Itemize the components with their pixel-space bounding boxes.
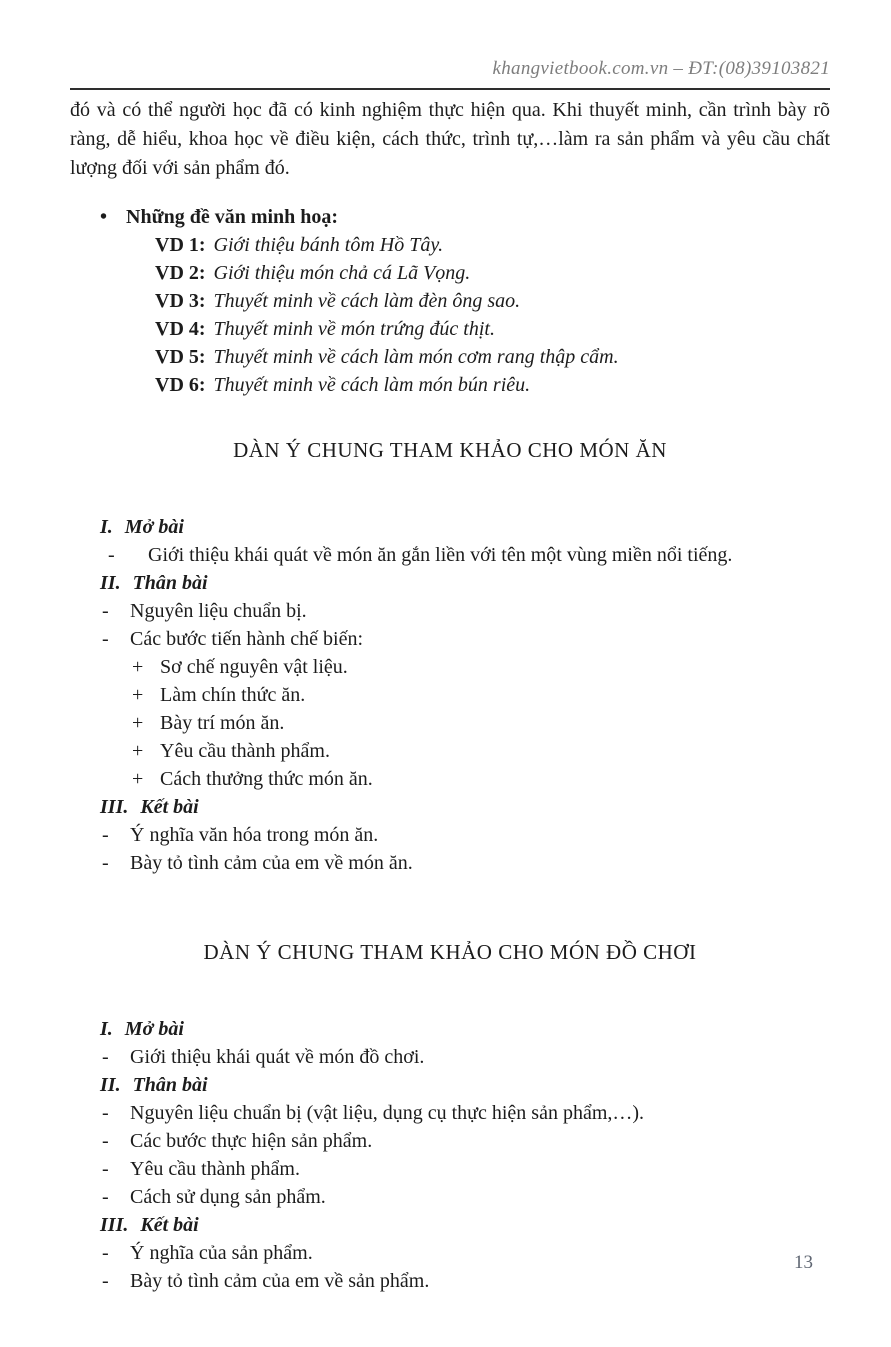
example-label: VD 3: bbox=[155, 290, 206, 312]
outline-subitem-text: Cách thưởng thức món ăn. bbox=[160, 768, 373, 790]
example-text: Thuyết minh về cách làm đèn ông sao. bbox=[213, 290, 521, 312]
outline-item bbox=[70, 1267, 830, 1295]
outline-heading-text: Kết bài bbox=[140, 796, 199, 818]
dash-marker: - bbox=[102, 1270, 109, 1292]
outline-item-text: Nguyên liệu chuẩn bị (vật liệu, dụng cụ thực hiện sản phẩm,…). bbox=[130, 1102, 645, 1124]
outline-item-text: Giới thiệu khái quát về món đồ chơi. bbox=[130, 1046, 425, 1068]
roman-numeral: I. bbox=[100, 1018, 113, 1040]
outline-item bbox=[70, 1043, 830, 1071]
bullet-icon: • bbox=[100, 206, 108, 228]
outline-heading-text: Thân bài bbox=[132, 572, 208, 594]
outline-item bbox=[70, 1183, 830, 1211]
example-text: Giới thiệu món chả cá Lã Vọng. bbox=[213, 262, 471, 284]
outline-heading-text: Mở bài bbox=[124, 516, 184, 538]
roman-numeral: II. bbox=[100, 1074, 121, 1096]
outline-subitem bbox=[70, 653, 830, 681]
outline-subitem-text: Bày trí món ăn. bbox=[160, 712, 285, 734]
header-divider bbox=[70, 88, 830, 90]
example-item bbox=[70, 371, 830, 399]
dash-marker: - bbox=[102, 1046, 109, 1068]
roman-numeral: III. bbox=[100, 1214, 129, 1236]
dash-marker: - bbox=[102, 852, 109, 874]
example-text: Thuyết minh về cách làm món bún riêu. bbox=[213, 374, 531, 396]
outline-item-text: Các bước tiến hành chế biến: bbox=[130, 628, 363, 650]
outline-heading bbox=[70, 1015, 830, 1043]
example-item bbox=[70, 315, 830, 343]
outline-item bbox=[70, 849, 830, 877]
outline-item-text: Bày tỏ tình cảm của em về món ăn. bbox=[130, 852, 413, 874]
example-item bbox=[70, 287, 830, 315]
example-item bbox=[70, 259, 830, 287]
plus-marker: + bbox=[132, 768, 144, 790]
example-text: Thuyết minh về cách làm món cơm rang thập cẩm. bbox=[213, 346, 619, 368]
plus-marker: + bbox=[132, 740, 144, 762]
outline-heading bbox=[70, 569, 830, 597]
examples-heading: Những đề văn minh hoạ: bbox=[126, 206, 339, 228]
outline-subitem bbox=[70, 709, 830, 737]
outline-subitem-text: Làm chín thức ăn. bbox=[160, 684, 306, 706]
outline-item bbox=[70, 1155, 830, 1183]
outline-item-text: Bày tỏ tình cảm của em về sản phẩm. bbox=[130, 1270, 430, 1292]
outline-heading bbox=[70, 513, 830, 541]
outline-item-text: Ý nghĩa văn hóa trong món ăn. bbox=[130, 824, 379, 846]
dash-marker: - bbox=[108, 544, 115, 566]
dash-marker: - bbox=[102, 1130, 109, 1152]
outline-subitem bbox=[70, 765, 830, 793]
dash-marker: - bbox=[102, 824, 109, 846]
outline-item bbox=[70, 625, 830, 653]
outline-item bbox=[70, 1099, 830, 1127]
outline-heading bbox=[70, 793, 830, 821]
example-item bbox=[70, 231, 830, 259]
outline-heading bbox=[70, 1211, 830, 1239]
header-site-info: khangvietbook.com.vn – ĐT:(08)39103821 bbox=[492, 58, 830, 79]
examples-bullet-row bbox=[70, 203, 830, 231]
outline-item bbox=[70, 821, 830, 849]
page-header bbox=[70, 58, 830, 84]
outline-subitem-text: Yêu cầu thành phẩm. bbox=[160, 740, 330, 762]
outline-toy bbox=[70, 1015, 830, 1295]
outline-subitem-text: Sơ chế nguyên vật liệu. bbox=[160, 656, 348, 678]
outline-subitem bbox=[70, 737, 830, 765]
roman-numeral: III. bbox=[100, 796, 129, 818]
plus-marker: + bbox=[132, 656, 144, 678]
example-label: VD 6: bbox=[155, 374, 206, 396]
example-label: VD 1: bbox=[155, 234, 206, 256]
plus-marker: + bbox=[132, 712, 144, 734]
section-title-toy: DÀN Ý CHUNG THAM KHẢO CHO MÓN ĐỒ CHƠI bbox=[203, 940, 697, 964]
example-label: VD 5: bbox=[155, 346, 206, 368]
dash-marker: - bbox=[102, 628, 109, 650]
section-title-food: DÀN Ý CHUNG THAM KHẢO CHO MÓN ĂN bbox=[233, 438, 667, 462]
outline-item-text: Ý nghĩa của sản phẩm. bbox=[130, 1242, 313, 1264]
page-number: 13 bbox=[794, 1252, 813, 1273]
example-label: VD 2: bbox=[155, 262, 206, 284]
example-text: Giới thiệu bánh tôm Hồ Tây. bbox=[213, 234, 444, 256]
outline-item-text: Nguyên liệu chuẩn bị. bbox=[130, 600, 307, 622]
outline-heading bbox=[70, 1071, 830, 1099]
outline-item-text: Yêu cầu thành phẩm. bbox=[130, 1158, 300, 1180]
outline-heading-text: Thân bài bbox=[132, 1074, 208, 1096]
outline-item-text: Các bước thực hiện sản phẩm. bbox=[130, 1130, 373, 1152]
outline-item-text: Giới thiệu khái quát về món ăn gắn liền với tên một vùng miền nổi tiếng. bbox=[148, 544, 733, 566]
outline-item bbox=[70, 1127, 830, 1155]
example-item bbox=[70, 343, 830, 371]
outline-food bbox=[70, 513, 830, 877]
dash-marker: - bbox=[102, 600, 109, 622]
roman-numeral: I. bbox=[100, 516, 113, 538]
dash-marker: - bbox=[102, 1186, 109, 1208]
outline-item-text: Cách sử dụng sản phẩm. bbox=[130, 1186, 326, 1208]
outline-subitem bbox=[70, 681, 830, 709]
example-label: VD 4: bbox=[155, 318, 206, 340]
dash-marker: - bbox=[102, 1242, 109, 1264]
example-text: Thuyết minh về món trứng đúc thịt. bbox=[213, 318, 495, 340]
outline-item bbox=[70, 597, 830, 625]
outline-heading-text: Kết bài bbox=[140, 1214, 199, 1236]
plus-marker: + bbox=[132, 684, 144, 706]
outline-item bbox=[70, 1239, 830, 1267]
outline-item bbox=[70, 541, 830, 569]
outline-heading-text: Mở bài bbox=[124, 1018, 184, 1040]
intro-paragraph: đó và có thể người học đã có kinh nghiệm thực hiện qua. Khi thuyết minh, cần trình bày rõ ràng, dễ hiểu, khoa học về điều kiện, cách thức, trình tự,…làm ra sản phẩm và yêu cầu chất lượng đối với sản phẩm đó. bbox=[70, 99, 830, 179]
dash-marker: - bbox=[102, 1102, 109, 1124]
roman-numeral: II. bbox=[100, 572, 121, 594]
dash-marker: - bbox=[102, 1158, 109, 1180]
